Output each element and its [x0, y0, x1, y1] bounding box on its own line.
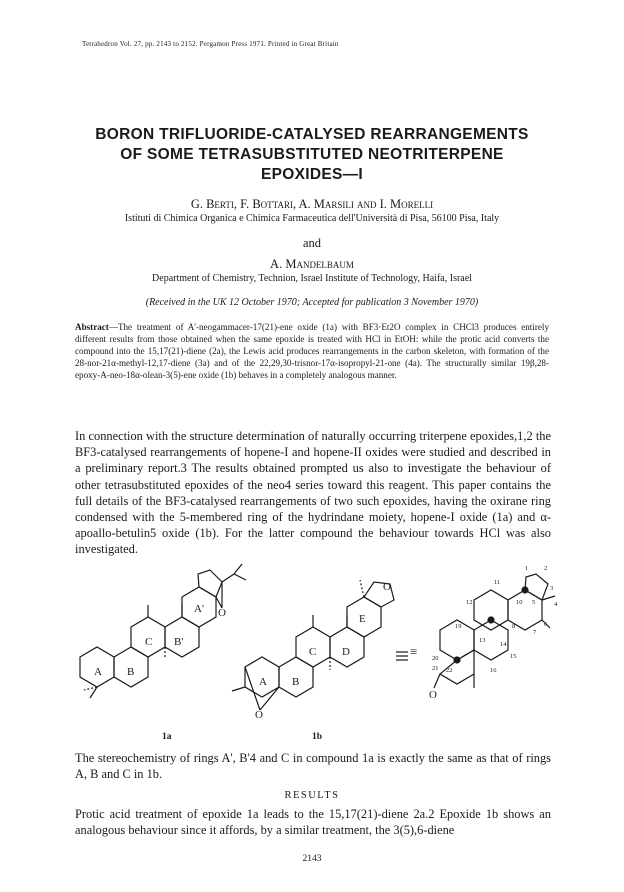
title-line-2: OF SOME TETRASUBSTITUTED NEOTRITERPENE [120, 146, 504, 163]
received-dates: (Received in the UK 12 October 1970; Accepted for publication 3 November 1970) [145, 297, 479, 308]
oxygen-label-numbered: O [429, 689, 437, 701]
structure-figure [70, 560, 560, 720]
locant: 4 [554, 601, 558, 608]
abstract-label: Abstract [75, 322, 109, 332]
results-paragraph: Protic acid treatment of epoxide 1a leads to the 15,17(21)-diene 2a.2 Epoxide 1b shows an analogous behaviour since it affords, by a similar treatment, the 3(5),6-diene [75, 807, 551, 838]
oxygen-label-1b-ether: O [383, 581, 391, 593]
structure-1b [232, 580, 408, 710]
oxygen-label-1b: O [255, 709, 263, 720]
ring-label-b-1a: B [127, 666, 135, 678]
locant: 2 [544, 565, 548, 572]
authors: G. Berti, F. Bottari, A. Marsili and I. Morelli [190, 197, 434, 211]
locant: 8 [512, 623, 516, 630]
ring-label-aprime-1a: A' [194, 603, 204, 615]
locant: 21 [432, 665, 439, 672]
oxygen-label-1a: O [218, 607, 226, 619]
locant: 10 [516, 599, 523, 606]
author-mandelbaum: A. Mandelbaum [270, 257, 354, 271]
ring-label-a-1a: A [94, 666, 102, 678]
abstract-text: —The treatment of A'-neogammacer-17(21)-ene oxide (1a) with BF3·Et2O complex in CHCl3 produces entirely different results from those obtained when the same epoxide is treated with HCl in EtOH: while the protic acid converts the compound into the 15,17(21)-diene (2a), the Lewis acid produces rearrangements in the carbon skeleton, with formation of the 28-nor-21α-methyl-12,17-diene (3a) and of the 22,29,30-trisnor-17α-isopropyl-21-one (4a). The structurally similar 19β,28-epoxy-A-neo-18α-olean-3(5)-ene oxide (1b) behaves in a completely analogous manner. [75, 322, 549, 380]
locant: 13 [479, 637, 486, 644]
ring-label-b-1b: B [292, 676, 300, 688]
locant: 11 [494, 579, 501, 586]
title-line-3: EPOXIDES—I [260, 166, 364, 183]
locant: 12 [466, 599, 473, 606]
structure-1a [80, 564, 246, 698]
ring-label-bprime-1a: B' [174, 636, 184, 648]
locant: 6 [544, 621, 548, 628]
ring-label-c-1a: C [145, 636, 153, 648]
ring-label-d-1b: D [342, 646, 350, 658]
article-title [40, 125, 584, 185]
locant: 3 [550, 585, 554, 592]
locant: 22 [446, 667, 453, 674]
figure-label-1b: 1b [312, 732, 323, 742]
locant: 7 [533, 629, 537, 636]
ring-label-a-1b: A [259, 676, 267, 688]
ring-label-e-1b: E [359, 613, 366, 625]
locant: 15 [510, 653, 517, 660]
locant: 20 [432, 655, 439, 662]
equivalence-sign: ≡ [410, 644, 418, 659]
page-number: 2143 [302, 854, 322, 864]
affiliation-technion: Department of Chemistry, Technion, Israel Institute of Technology, Haifa, Israel [152, 273, 472, 284]
locant: 14 [500, 641, 507, 648]
locant: 16 [490, 667, 497, 674]
affiliation-pisa: Istituti di Chimica Organica e Chimica Farmaceutica dell'Università di Pisa, 56100 Pisa, Italy [124, 213, 500, 224]
figure-label-1a: 1a [162, 732, 172, 742]
locant: 5 [532, 599, 536, 606]
abstract [75, 321, 549, 381]
stereochemistry-note: The stereochemistry of rings A', B'4 and C in compound 1a is exactly the same as that of rings A, B and C in 1b. [75, 751, 551, 782]
intro-paragraph: In connection with the structure determination of naturally occurring triterpene epoxides,1,2 the BF3-catalysed rearrangements of hopene-I and hopene-II oxides were studied and described in a preliminary report.3 The results obtained prompted us also to investigate the behaviour of other tetrasubstituted epoxides of the neo4 series toward this reagent. This paper contains the full details of the BF3-catalysed rearrangements of two such epoxides, having the oxirane ring condensed with the 5-membered ring of the hydrindane moiety, hopene-I oxide (1a) and α-apoallo-betulin5 oxide (1b). For the latter compound the behaviour towards HCl was also investigated. [75, 429, 551, 557]
ring-label-c-1b: C [309, 646, 317, 658]
locant: 19 [455, 623, 462, 630]
results-heading: RESULTS [284, 790, 340, 801]
title-line-1: BORON TRIFLUORIDE-CATALYSED REARRANGEMENTS [95, 126, 529, 143]
locant: 1 [525, 565, 529, 572]
journal-header: Tetrahedron Vol. 27, pp. 2143 to 2152. Pergamon Press 1971. Printed in Great Britain [82, 40, 339, 48]
and-connector: and [302, 236, 322, 250]
